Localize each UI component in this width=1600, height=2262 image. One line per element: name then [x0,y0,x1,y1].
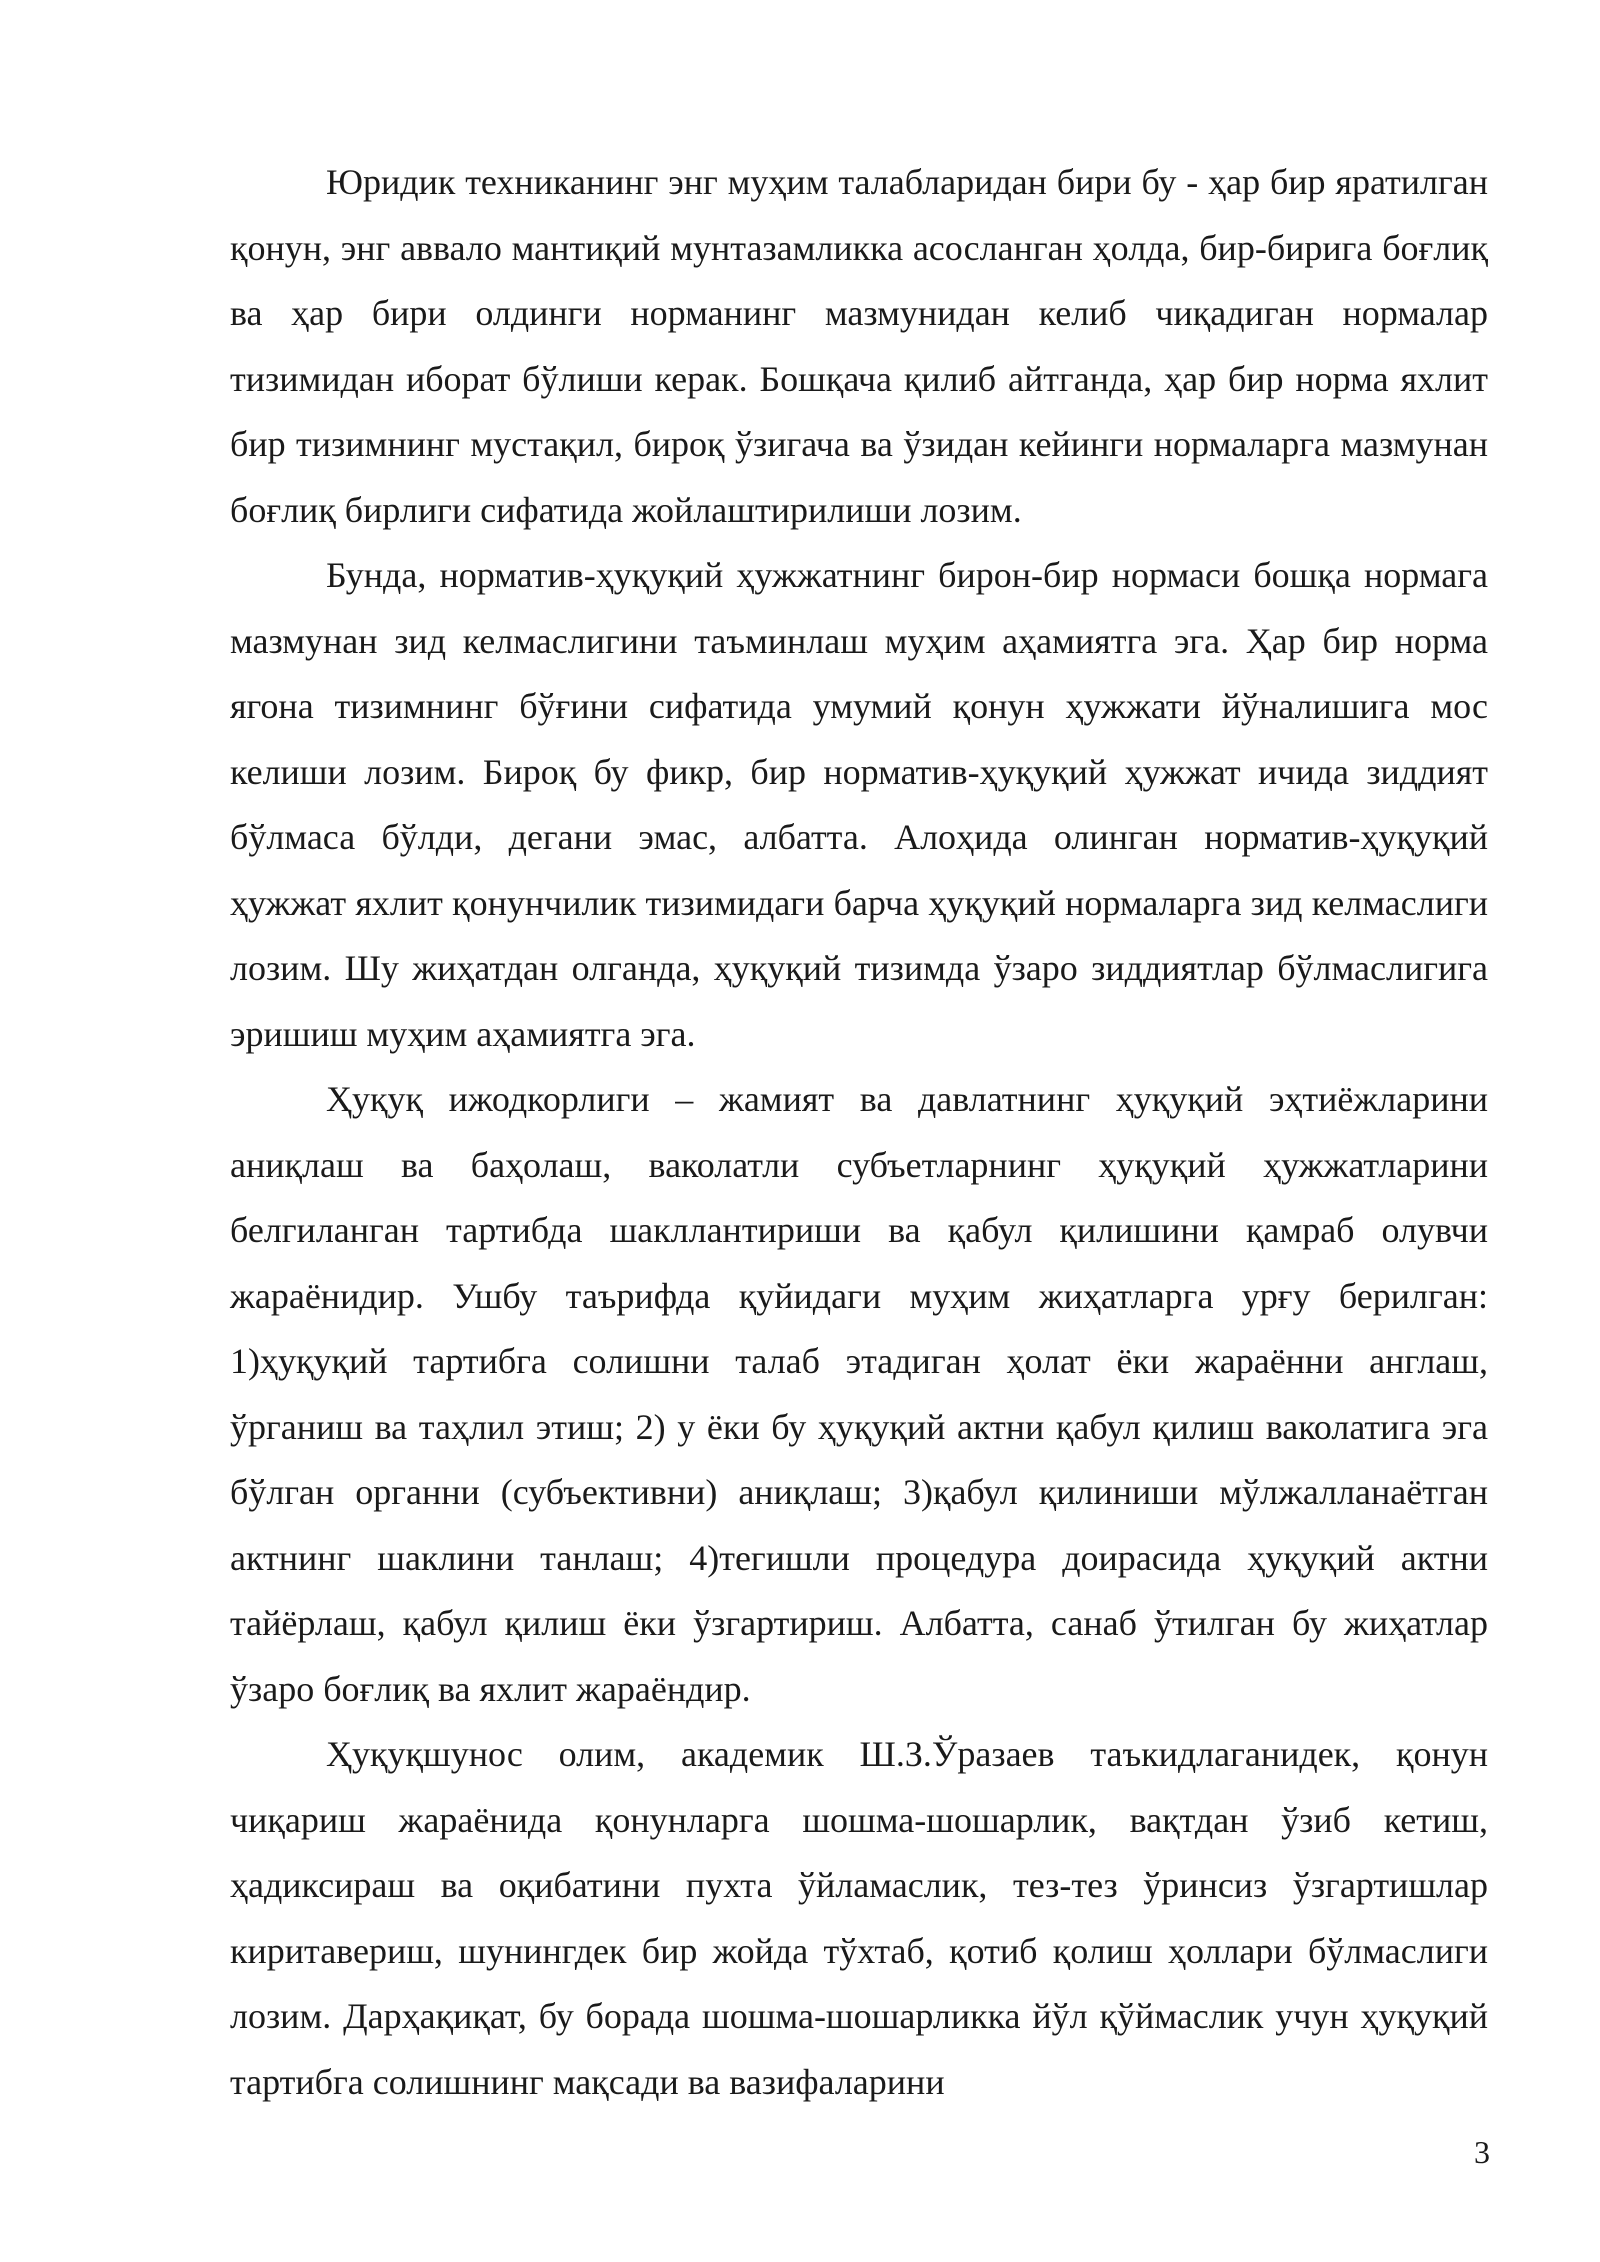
paragraph-4: Ҳуқуқшунос олим, академик Ш.З.Ўразаев таъкидлаганидек, қонун чиқариш жараёнида қонунларга шошма-шошарлик, вақтдан ўзиб кетиш, ҳадиксираш ва оқибатини пухта ўйламаслик, тез-тез ўринсиз ўзгартишлар киритавериш, шунингдек бир жойда тўхтаб, қотиб қолиш ҳоллари бўлмаслиги лозим. Дарҳақиқат, бу борада шошма-шошарликка йўл қўймаслик учун ҳуқуқий тартибга солишнинг мақсади ва вазифаларини [230,1734,1488,2102]
paragraph-2: Бунда, норматив-ҳуқуқий ҳужжатнинг бирон-бир нормаси бошқа нормага мазмунан зид келмаслигини таъминлаш муҳим аҳамиятга эга. Ҳар бир норма ягона тизимнинг бўғини сифатида умумий қонун ҳужжати йўналишига мос келиши лозим. Бироқ бу фикр, бир норматив-ҳуқуқий ҳужжат ичида зиддият бўлмаса бўлди, дегани эмас, албатта. Алоҳида олинган норматив-ҳуқуқий ҳужжат яхлит қонунчилик тизимидаги барча ҳуқуқий нормаларга зид келмаслиги лозим. Шу жиҳатдан олганда, ҳуқуқий тизимда ўзаро зиддиятлар бўлмаслигига эришиш муҳим аҳамиятга эга. [230,555,1488,1054]
paragraph-3: Ҳуқуқ ижодкорлиги – жамият ва давлатнинг ҳуқуқий эҳтиёжларини аниқлаш ва баҳолаш, ваколатли субъетларнинг ҳуқуқий ҳужжатларини белгиланган тартибда шакллантириши ва қабул қилишини қамраб олувчи жараёнидир. Ушбу таърифда қуйидаги муҳим жиҳатларга урғу берилган: 1)ҳуқуқий тартибга солишни талаб этадиган ҳолат ёки жараённи англаш, ўрганиш ва таҳлил этиш; 2) у ёки бу ҳуқуқий актни қабул қилиш ваколатига эга бўлган органни (субъективни) аниқлаш; 3)қабул қилиниши мўлжалланаётган актнинг шаклини танлаш; 4)тегишли процедура доирасида ҳуқуқий актни тайёрлаш, қабул қилиш ёки ўзгартириш. Албатта, санаб ўтилган бу жиҳатлар ўзаро боғлиқ ва яхлит жараёндир. [230,1079,1488,1709]
page-number: 3 [1474,2134,1490,2170]
paragraph-1: Юридик техниканинг энг муҳим талабларидан бири бу - ҳар бир яратилган қонун, энг аввало мантиқий мунтазамликка асосланган ҳолда, бир-бирига боғлиқ ва ҳар бири олдинги норманинг мазмунидан келиб чиқадиган нормалар тизимидан иборат бўлиши керак. Бошқача қилиб айтганда, ҳар бир норма яхлит бир тизимнинг мустақил, бироқ ўзигача ва ўзидан кейинги нормаларга мазмунан боғлиқ бирлиги сифатида жойлаштирилиши лозим. [230,162,1488,530]
body-text [230,150,1488,2115]
